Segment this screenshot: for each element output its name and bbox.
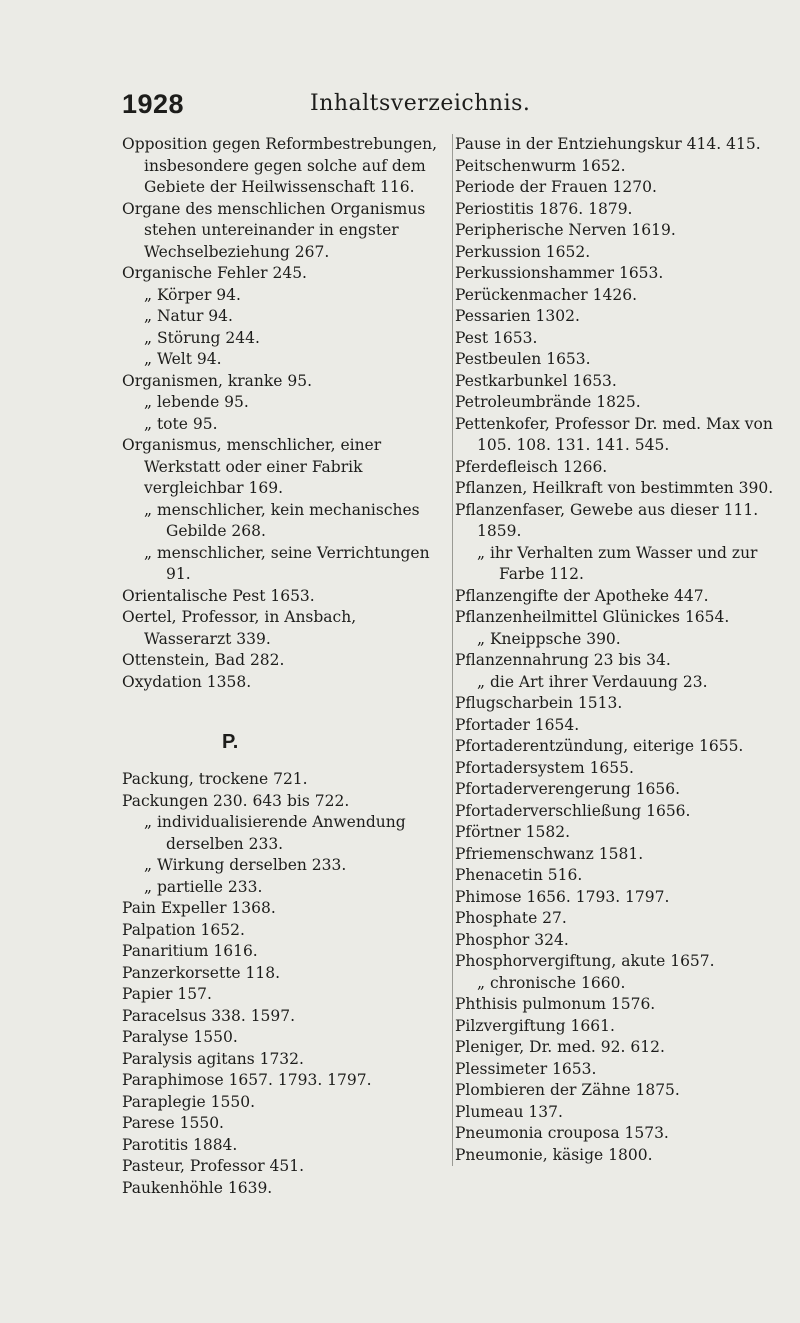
- index-entry: Oxydation 1358.: [122, 672, 252, 691]
- index-entry: Oertel, Professor, in Ansbach, Wasserarzt 339.: [122, 608, 357, 648]
- section-spacer: [122, 693, 442, 731]
- index-entry: Peitschenwurm 1652.: [455, 156, 626, 175]
- index-entry: Organische Fehler 245.: [122, 264, 307, 282]
- index-entry: Plombieren der Zähne 1875.: [455, 1081, 680, 1099]
- index-entry: Perkussion 1652.: [455, 242, 591, 261]
- index-entry: Pestkarbunkel 1653.: [455, 371, 617, 390]
- index-entry: Paracelsus 338. 1597.: [122, 1006, 296, 1025]
- index-entry: „ menschlicher, kein mechanisches Gebilde 268.: [144, 500, 420, 540]
- index-entry: Pfortadersystem 1655.: [455, 758, 634, 777]
- index-entry: Pferdefleisch 1266.: [455, 457, 608, 476]
- index-entry: Paraplegie 1550.: [122, 1092, 256, 1111]
- index-entry: Pest 1653.: [455, 328, 538, 347]
- index-entry: Pflanzengifte der Apotheke 447.: [455, 586, 709, 605]
- index-entry: Orientalische Pest 1653.: [122, 586, 315, 605]
- page-number: 1928: [122, 89, 185, 119]
- index-entry: Opposition gegen Reformbestrebungen, insbesondere gegen solche auf dem Gebiete der Heilwissenschaft 116.: [122, 135, 438, 196]
- left-entries-o: [122, 134, 442, 693]
- index-entry: „ Kneippsche 390.: [477, 629, 621, 648]
- index-entry: „ Störung 244.: [144, 328, 260, 347]
- index-entry: Palpation 1652.: [122, 920, 245, 939]
- index-entry: „ partielle 233.: [144, 877, 263, 896]
- index-entry: Pneumonie, käsige 1800.: [455, 1145, 653, 1164]
- index-entry: Phenacetin 516.: [455, 866, 583, 884]
- index-entry: Pneumonia crouposa 1573.: [455, 1124, 669, 1142]
- index-entry: Panzerkorsette 118.: [122, 963, 281, 982]
- index-entry: Pfortaderverengerung 1656.: [455, 780, 681, 798]
- index-entry: „ lebende 95.: [144, 393, 249, 411]
- index-entry: Petroleumbrände 1825.: [455, 393, 641, 411]
- index-entry: Periode der Frauen 1270.: [455, 178, 657, 196]
- index-entry: Organismen, kranke 95.: [122, 371, 313, 390]
- index-entry: Packungen 230. 643 bis 722.: [122, 791, 350, 810]
- index-entry: Papier 157.: [122, 985, 212, 1003]
- index-entry: „ individualisierende Anwendung derselben 233.: [144, 813, 406, 853]
- running-title: Inhaltsverzeichnis.: [310, 91, 531, 116]
- right-column: [452, 134, 789, 1166]
- index-entry: Plumeau 137.: [455, 1102, 563, 1121]
- index-entry: „ chronische 1660.: [477, 973, 626, 992]
- index-entry: „ tote 95.: [144, 414, 218, 433]
- index-entry: Pettenkofer, Professor Dr. med. Max von 105. 108. 131. 141. 545.: [455, 414, 773, 454]
- index-entry: Pflanzennahrung 23 bis 34.: [455, 651, 671, 669]
- index-entry: „ Körper 94.: [144, 285, 241, 304]
- index-entry: Pfortader 1654.: [455, 715, 580, 734]
- index-entry: „ Natur 94.: [144, 307, 233, 325]
- index-entry: Pilzvergiftung 1661.: [455, 1016, 615, 1035]
- index-entry: Pflanzenfaser, Gewebe aus dieser 111. 1859.: [455, 500, 759, 540]
- index-entry: Paralysis agitans 1732.: [122, 1049, 304, 1068]
- index-entry: Phosphate 27.: [455, 909, 567, 927]
- index-entry: Phosphor 324.: [455, 930, 569, 949]
- index-entry: Periphe​rische Nerven 1619.: [455, 221, 676, 239]
- index-entry: Pförtner 1582.: [455, 823, 571, 841]
- index-entry: Pessarien 1302.: [455, 307, 580, 325]
- index-entry: Pfortaderverschließung 1656.: [455, 801, 691, 820]
- index-entry: Parese 1550.: [122, 1114, 224, 1132]
- right-entries: [455, 134, 789, 1166]
- index-entry: „ Wirkung derselben 233.: [144, 856, 347, 874]
- index-entry: „ menschlicher, seine Verrichtungen 91.: [144, 543, 430, 583]
- index-entry: Phimose 1656. 1793. 1797.: [455, 887, 670, 906]
- index-entry: Phosphorvergiftung, akute 1657.: [455, 952, 715, 970]
- index-entry: Pflugscharbein 1513.: [455, 694, 623, 712]
- left-entries-p: [122, 769, 442, 1199]
- index-entry: Paukenhöhle 1639.: [122, 1178, 273, 1197]
- index-entry: Pflanzenheilmittel Glünickes 1654.: [455, 608, 730, 626]
- index-entry: Ottenstein, Bad 282.: [122, 651, 285, 669]
- section-letter: P.: [222, 731, 239, 753]
- index-entry: Parotitis 1884.: [122, 1135, 238, 1154]
- index-entry: Packung, trockene 721.: [122, 770, 308, 788]
- index-entry: Organe des menschlichen Organismus stehen untereinander in engster Wechselbeziehung 267.: [122, 199, 426, 261]
- index-entry: Periostitis 1876. 1879.: [455, 199, 633, 218]
- index-entry: Pasteur, Professor 451.: [122, 1157, 305, 1175]
- index-entry: Pfriemenschwanz 1581.: [455, 844, 644, 863]
- index-entry: „ die Art ihrer Verdauung 23.: [477, 672, 708, 691]
- index-entry: Pleniger, Dr. med. 92. 612.: [455, 1038, 665, 1056]
- index-entry: Pestbeulen 1653.: [455, 350, 591, 368]
- left-column: [122, 134, 442, 1199]
- index-entry: Pflanzen, Heilkraft von bestimmten 390.: [455, 479, 774, 497]
- index-entry: Pain Expeller 1368.: [122, 899, 276, 917]
- index-entry: Phthisis pulmonum 1576.: [455, 995, 656, 1013]
- index-entry: Perkussionshammer 1653.: [455, 264, 664, 282]
- index-entry: Perückenmacher 1426.: [455, 285, 638, 304]
- index-entry: Paralyse 1550.: [122, 1028, 238, 1046]
- index-entry: „ ihr Verhalten zum Wasser und zur Farbe 112.: [477, 543, 758, 583]
- index-entry: Pause in der Entziehungskur 414. 415.: [455, 135, 761, 153]
- index-entry: Plessimeter 1653.: [455, 1059, 597, 1078]
- index-entry: „ Welt 94.: [144, 350, 222, 368]
- index-entry: Panaritium 1616.: [122, 942, 258, 960]
- index-entry: Paraphimose 1657. 1793. 1797.: [122, 1071, 372, 1089]
- index-entry: Organismus, menschlicher, einer Werkstatt oder einer Fabrik vergleichbar 169.: [122, 436, 382, 497]
- index-entry: Pfortaderentzündung, eiterige 1655.: [455, 737, 744, 755]
